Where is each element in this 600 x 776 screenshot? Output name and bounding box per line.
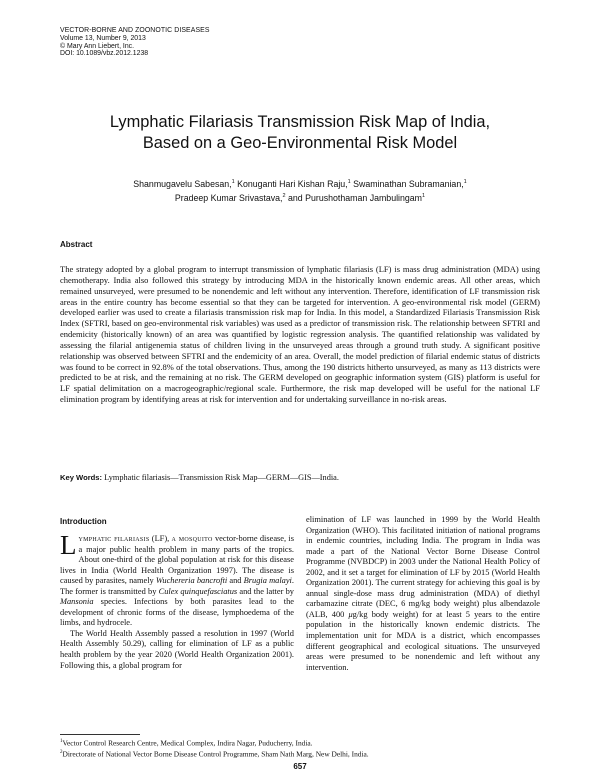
intro-paragraph-2: The World Health Assembly passed a resolution in 1997 (World Health Assembly 50.29), calling for elimination of LF as a public health problem by the year 2020 (World Health Organization 2001). Following this, a global program for	[60, 628, 294, 670]
page-number: 657	[293, 762, 307, 771]
journal-header	[60, 27, 210, 58]
intro-text-segment: elimination of LF was launched in 1999 by the World Health Organization (WHO). This facilitated initiation of national programs in endemic countries, including India. The program in India was made a part of the National Vector Borne Disease Control Programme (NVBDCP) in 2003 under the National Health Policy of 2002, and it set a target for elimination of LF by 2015 (World Health Organization 2001). The current strategy for achieving this goal is by annual single-dose mass drug administration (MDA) of diethyl carbamazine citrate (DEC, 6 mg/kg body weight) plus albendazole (ALB, 400	[306, 515, 540, 619]
mu-symbol: μ	[348, 609, 353, 619]
author-affiliation: 1	[463, 179, 467, 185]
introduction-heading: Introduction	[60, 517, 107, 526]
abstract-heading: Abstract	[60, 240, 93, 249]
intro-smallcaps-segment: a mosquito	[171, 534, 213, 543]
abstract-text: The strategy adopted by a global program to interrupt transmission of lymphatic filariasis (LF) is mass drug administration (MDA) using chemotherapy. India also followed this strategy by introducing MDA in the historically known endemic areas. All other areas, which remained unsurveyed, were presumed to be nonendemic and left without any intervention. Therefore, identification of LF transmission risk areas in the entire country has become essential so that they can be targeted for intervention. A geo-environmental risk model (GERM) developed earlier was used to create a filariasis transmission risk map for India. In this model, a Standardized Filariasis Transmission Risk Index (SFTRI, based on geo-environmental risk variables) was used as a predictor of transmission risk. The relationship between SFTRI and endemicity (historically known) of an area was quantified by logistic regression analysis. The quantified relationship was validated by assessing the filarial antigenemia status of children living in the unsurveyed areas through a ground truth study. A significant positive relationship was observed between SFTRI and the endemicity of an area. Overall, the model prediction of filarial endemic status of districts was found to be correct in 92.8% of the total observations. Thus, among the 190 districts hitherto unsurveyed, as many as 113 districts were predicted to be at risk, and the remaining at no risk. The GERM developed on geographic information system (GIS) platform is useful for LF spatial delimitation on a macrogeographic/regional scale. Furthermore, the risk map developed will be useful for the national LF elimination program by identifying areas at risk for intervention and for undertaking surveillance in no-risk areas.	[60, 264, 540, 405]
drop-cap: L	[60, 530, 77, 560]
author-name: Pradeep Kumar Srivastava,	[174, 193, 283, 204]
author-name: Shanmugavelu Sabesan,	[133, 178, 232, 189]
footnote-divider	[60, 734, 140, 735]
intro-smallcaps-lead: ymphatic filariasis	[78, 534, 150, 543]
author-line-1	[60, 176, 540, 190]
intro-paragraph-3	[306, 515, 540, 673]
introduction-right-column	[306, 515, 540, 673]
journal-copyright: © Mary Ann Liebert, Inc.	[60, 42, 135, 50]
author-affiliation: 1	[422, 193, 426, 200]
keywords-text: Lymphatic filariasis—Transmission Risk Map—GERM—GIS—India.	[104, 473, 339, 482]
author-line-2	[60, 190, 540, 204]
author-affiliation: 1	[347, 179, 351, 185]
journal-volume: Volume 13, Number 9, 2013	[60, 34, 146, 42]
intro-text-segment: and the latter by	[237, 586, 294, 596]
species-name: Mansonia	[60, 597, 94, 607]
author-list	[60, 176, 540, 205]
footnote-2	[60, 748, 540, 759]
intro-text-segment: g/kg body weight) for at least 5 years to the entire population in the historically known endemic districts. The implementation unit for MDA is a district, which encompasses different geographical and ecological situations. The unsurveyed areas were presumed to be nonendemic and left without any intervention.	[306, 609, 540, 672]
journal-doi: DOI: 10.1089/vbz.2012.1238	[60, 50, 149, 58]
intro-text-segment: and	[227, 576, 244, 586]
title-line-2: Based on a Geo-Environmental Risk Model	[142, 134, 458, 152]
footnotes	[60, 737, 540, 759]
footnote-text: Vector Control Research Centre, Medical Complex, Indira Nagar, Puducherry, India.	[62, 738, 313, 748]
footnote-1	[60, 737, 540, 748]
footnote-number: 2	[60, 749, 63, 755]
author-name: Swaminathan Subramanian,	[353, 178, 464, 189]
intro-text-segment: vector-borne disease, is a major public health problem in many parts of the tropics. About one-third of the global population at risk for this disease lives in India (World Health Organization 1997). The disease is caused by parasites, namely	[60, 534, 294, 586]
intro-text-segment: . The former is transmitted by	[60, 576, 294, 596]
title-line-1: Lymphatic Filariasis Transmission Risk Map of India,	[109, 113, 491, 131]
footnote-number: 1	[60, 739, 63, 744]
species-name: Culex quinquefasciatus	[158, 586, 238, 596]
author-name: Konuganti Hari Kishan Raju,	[237, 178, 348, 189]
intro-text-segment: species. Infections by both parasites lead to the development of chronic forms of the disease, lymphoedema of the limbs, and hydrocele.	[60, 597, 294, 628]
introduction-left-column	[60, 530, 294, 671]
species-name: Wuchereria bancrofti	[155, 576, 228, 586]
journal-name: VECTOR-BORNE AND ZOONOTIC DISEASES	[60, 27, 210, 34]
species-name: Brugia malayi	[243, 576, 292, 586]
article-title	[60, 112, 540, 154]
author-name: and Purushothaman Jambulingam	[288, 193, 423, 204]
intro-text-segment: (LF),	[149, 534, 172, 543]
keywords	[60, 473, 540, 482]
author-affiliation: 2	[282, 193, 286, 200]
keywords-label: Key Words:	[60, 473, 103, 482]
author-affiliation: 1	[231, 179, 235, 185]
intro-paragraph-1	[60, 530, 294, 629]
footnote-text: Directorate of National Vector Borne Disease Control Programme, Sham Nath Marg, New Delhi, India.	[62, 749, 369, 759]
